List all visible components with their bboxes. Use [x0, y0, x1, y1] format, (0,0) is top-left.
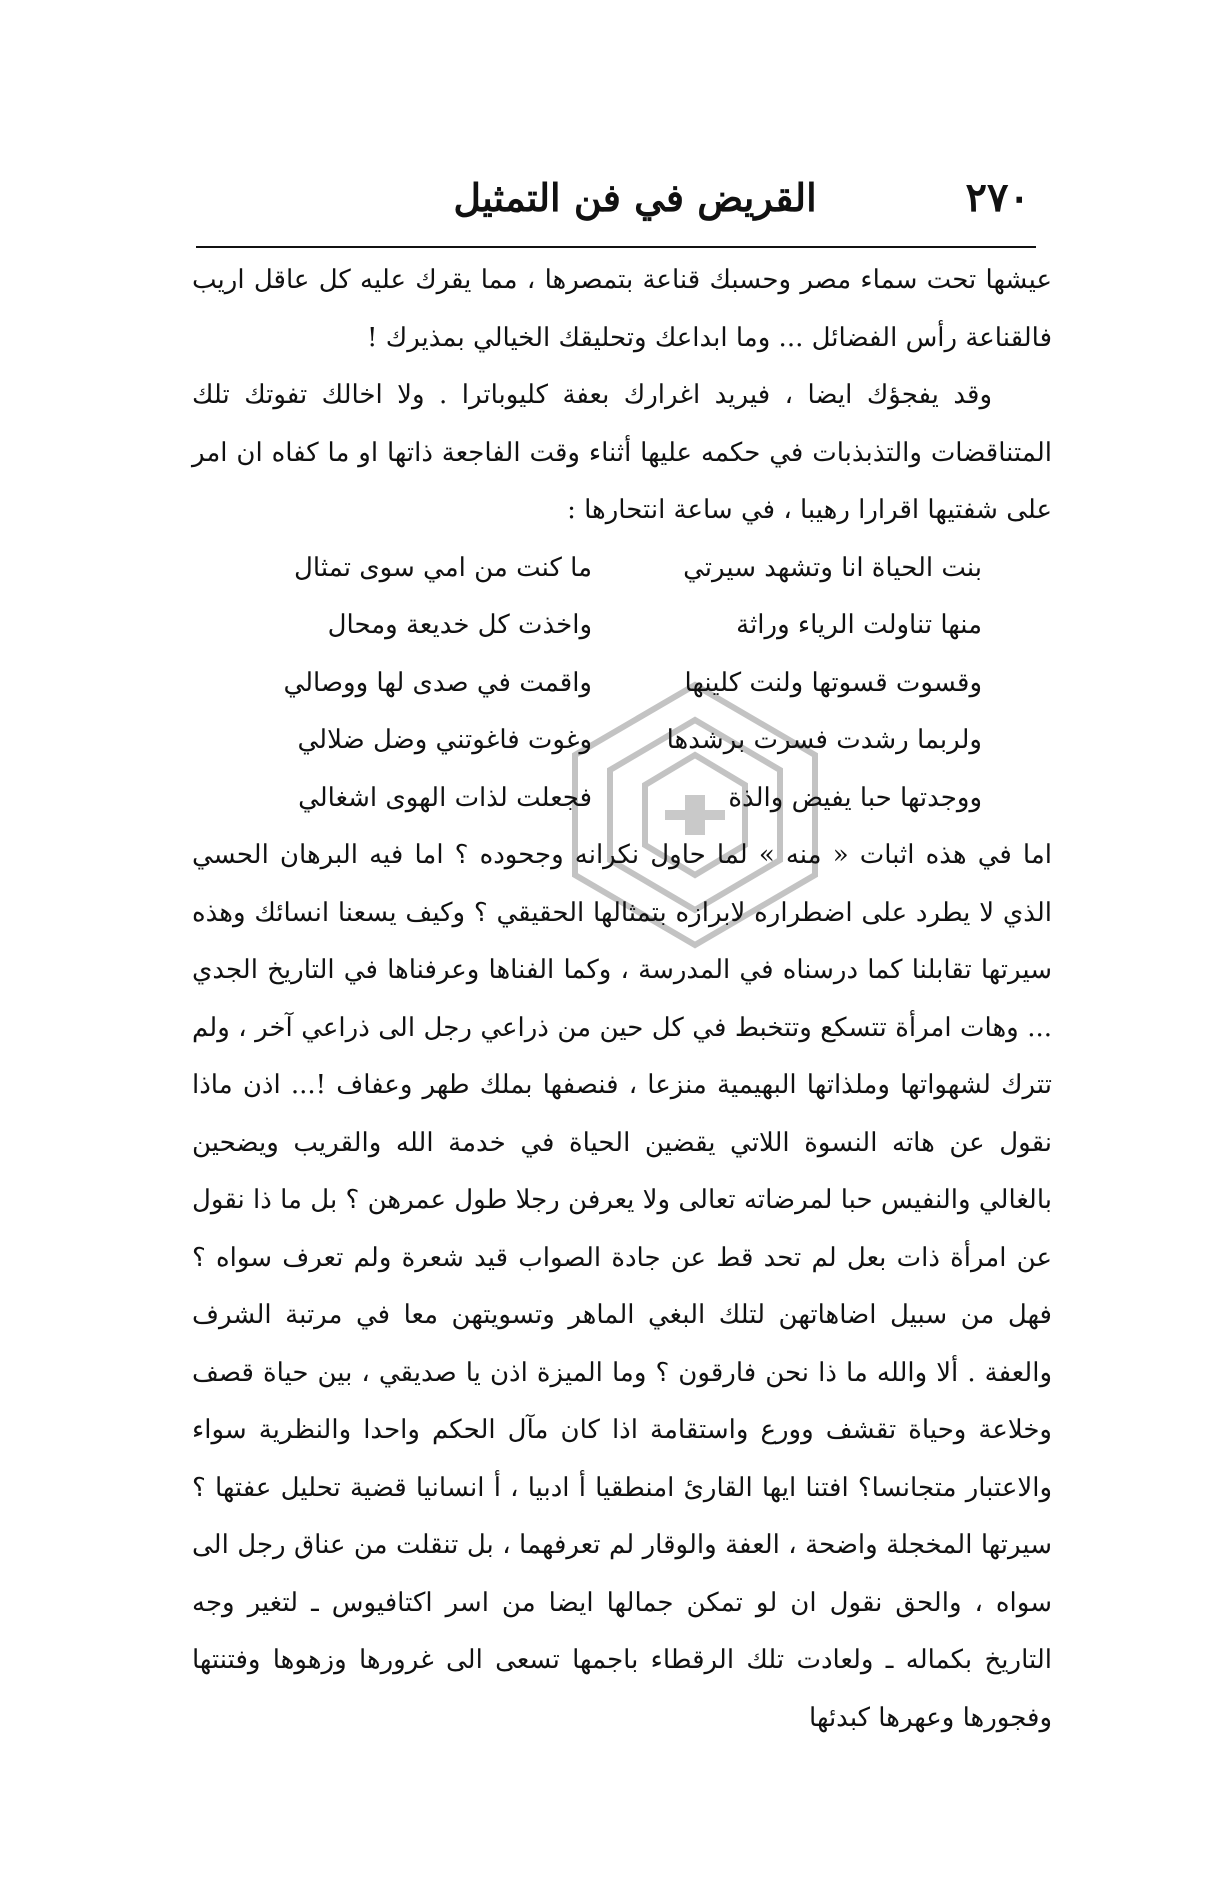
page-header	[200, 168, 1030, 240]
verse-line	[232, 770, 982, 828]
header-rule	[196, 246, 1036, 248]
verse-second-hemistich: وغوت فاغوتني وضل ضلالي	[297, 725, 592, 755]
poem-verses	[192, 540, 1052, 828]
verse-first-hemistich: ولربما رشدت فسرت برشدها	[666, 725, 982, 755]
running-title: القريض في فن التمثيل	[453, 175, 817, 220]
verse-second-hemistich: واقمت في صدى لها ووصالي	[283, 667, 592, 698]
verse-line	[232, 597, 982, 655]
paragraph: اما في هذه اثبات « منه » لما حاول نكرانه وجحوده ؟ اما فيه البرهان الحسي الذي لا يطرد على اضطراره لابرازه بتمثالها الحقيقي ؟ وكيف يسعنا انسائك وهذه سيرتها تقابلنا كما درسناه في المدرسة ، وكما الفناها وعرفناها في التاريخ الجدي ... وهات امرأة تتسكع وتتخبط في كل حين من ذراعي رجل الى ذراعي آخر ، ولم تترك لشهواتها وملذاتها البهيمية منزعا ، فنصفها بملك طهر وعفاف !... اذن ماذا نقول عن هاته النسوة اللاتي يقضين الحياة في خدمة الله والقريب ويضحين بالغالي والنفيس حبا لمرضاته تعالى ولا يعرفن رجلا طول عمرهن ؟ بل ما ذا نقول عن امرأة ذات بعل لم تحد قط عن جادة الصواب قيد شعرة ولم تعرف سواه ؟ فهل من سبيل اضاهاتهن لتلك البغي الماهر وتسويتهن معا في مرتبة الشرف والعفة . ألا والله ما ذا نحن فارقون ؟ وما الميزة اذن يا صديقي ، بين حياة قصف وخلاعة وحياة تقشف وورع واستقامة اذا كان مآل الحكم واحدا والنظرية سواء والاعتبار متجانسا؟ افتنا ايها القارئ امنطقيا أ ادبيا ، أ انسانيا قضية تحليل عفتها ؟ سيرتها المخجلة واضحة ، العفة والوقار لم تعرفهما ، بل تنقلت من عناق رجل الى سواه ، والحق نقول ان لو تمكن جمالها ايضا من اسر اكتافيوس ـ لتغير وجه التاريخ بكماله ـ ولعادت تلك الرقطاء باجمها تسعى الى غرورها وزهوها وفتنتها وفجورها وعهرها كبدئها	[192, 840, 1052, 1733]
verse-second-hemistich: ما كنت من امي سوى تمثال	[294, 552, 592, 583]
verse-second-hemistich: فجعلت لذات الهوى اشغالي	[298, 782, 592, 813]
paragraph: وقد يفجؤك ايضا ، فيريد اغرارك بعفة كليوباترا . ولا اخالك تفوتك تلك المتناقضات والتذبذبات في حكمه عليها أثناء وقت الفاجعة ذاتها او ما كفاه ان امر على شفتيها اقرارا رهيبا ، في ساعة انتحارها :	[192, 380, 1052, 525]
verse-first-hemistich: ووجدتها حبا يفيض والذة	[728, 782, 982, 813]
verse-second-hemistich: واخذت كل خديعة ومحال	[327, 610, 592, 640]
verse-first-hemistich: منها تناولت الرياء وراثة	[736, 610, 982, 640]
verse-line	[232, 655, 982, 713]
verse-first-hemistich: بنت الحياة انا وتشهد سيرتي	[683, 552, 982, 583]
paragraph-continued: عيشها تحت سماء مصر وحسبك قناعة بتمصرها ، مما يقرك عليه كل عاقل اريب فالقناعة رأس الفضائل ... وما ابداعك وتحليقك الخيالي بمذيرك !	[192, 265, 1052, 353]
page-number: ٢٧٠	[965, 174, 1030, 221]
page-body	[192, 252, 1052, 1747]
verse-line	[232, 540, 982, 598]
verse-line	[232, 712, 982, 770]
verse-first-hemistich: وقسوت قسوتها ولنت كلينها	[684, 667, 982, 698]
